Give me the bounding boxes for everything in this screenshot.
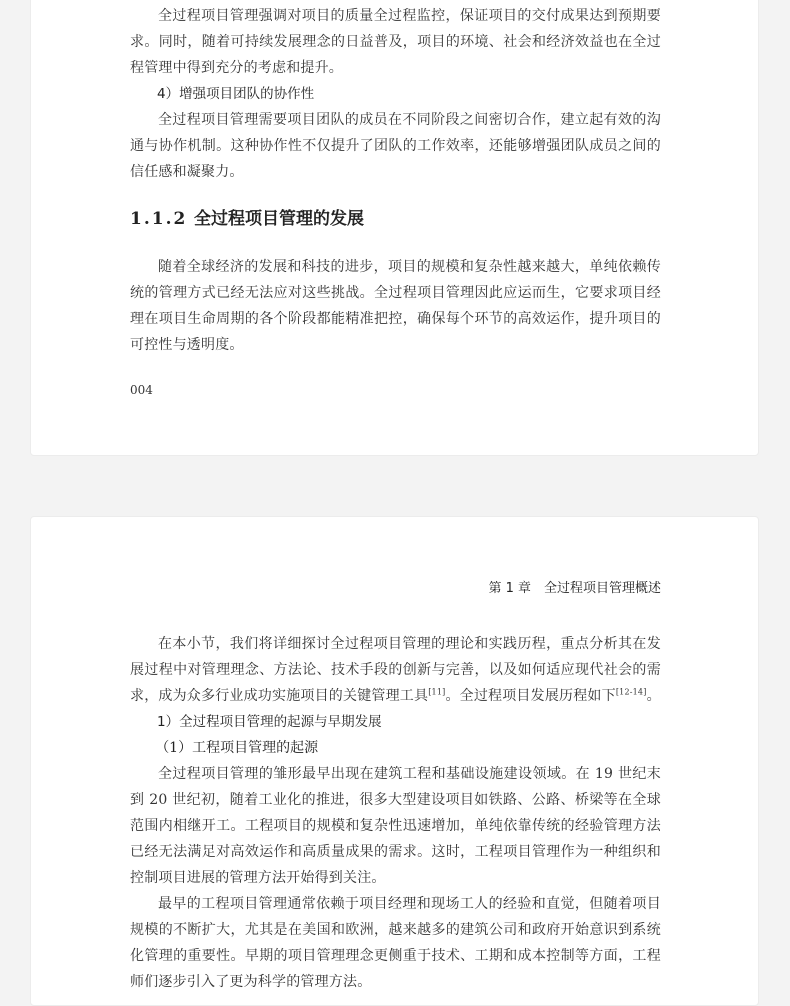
heading-origin-early-development: 1）全过程项目管理的起源与早期发展: [157, 714, 382, 730]
document-page-1: [30, 0, 759, 456]
page-1-content: [130, 3, 661, 398]
heading-team-collaboration: 4）增强项目团队的协作性: [157, 86, 315, 102]
intro-mid-text: 。全过程项目发展历程如下: [445, 688, 616, 704]
citation-12-14: [12-14]: [615, 687, 647, 697]
running-header: 第 1 章 全过程项目管理概述: [488, 581, 661, 596]
paragraph-intro: [130, 631, 661, 709]
paragraph-development: 随着全球经济的发展和科技的进步，项目的规模和复杂性越来越大，单纯依赖传统的管理方式已经无法应对这些挑战。全过程项目管理因此应运而生，它要求项目经理在项目生命周期的各个阶段都能精准把控，确保每个环节的高效运作，提升项目的可控性与透明度。: [130, 259, 661, 353]
paragraph-quality-monitoring: 全过程项目管理强调对项目的质量全过程监控，保证项目的交付成果达到预期要求。同时，随着可持续发展理念的日益普及，项目的环境、社会和经济效益也在全过程管理中得到充分的考虑和提升。: [130, 8, 661, 76]
page-number: 004: [130, 383, 153, 397]
document-page-2: [30, 516, 759, 1006]
subheading-engineering-origin: （1）工程项目管理的起源: [155, 740, 319, 756]
citation-11: [11]: [428, 687, 446, 697]
section-title: 全过程项目管理的发展: [194, 209, 364, 229]
paragraph-team-collaboration: 全过程项目管理需要项目团队的成员在不同阶段之间密切合作，建立起有效的沟通与协作机制。这种协作性不仅提升了团队的工作效率，还能够增强团队成员之间的信任感和凝聚力。: [130, 112, 661, 180]
intro-text: 在本小节，我们将详细探讨全过程项目管理的理论和实践历程，重点分析其在发展过程中对管理理念、方法论、技术手段的创新与完善，以及如何适应现代社会的需求，成为众多行业成功实施项目的关键管理工具: [130, 636, 661, 704]
paragraph-early-management: 最早的工程项目管理通常依赖于项目经理和现场工人的经验和直觉，但随着项目规模的不断扩大，尤其是在美国和欧洲，越来越多的建筑公司和政府开始意识到系统化管理的重要性。早期的项目管理理念更侧重于技术、工期和成本控制等方面，工程师们逐步引入了更为科学的管理方法。: [130, 896, 661, 990]
paragraph-origin: 全过程项目管理的雏形最早出现在建筑工程和基础设施建设领域。在 19 世纪末到 20 世纪初，随着工业化的推进，很多大型建设项目如铁路、公路、桥梁等在全球范围内相继开工。工程项目的规模和复杂性迅速增加，单纯依靠传统的经验管理方法已经无法满足对高效运作和高质量成果的需求。这时，工程项目管理作为一种组织和控制项目进展的管理方法开始得到关注。: [130, 766, 661, 886]
section-heading: [130, 204, 661, 234]
intro-end-text: 。: [646, 688, 661, 704]
section-number: 1.1.2: [130, 209, 188, 229]
page-2-content: [130, 579, 661, 995]
